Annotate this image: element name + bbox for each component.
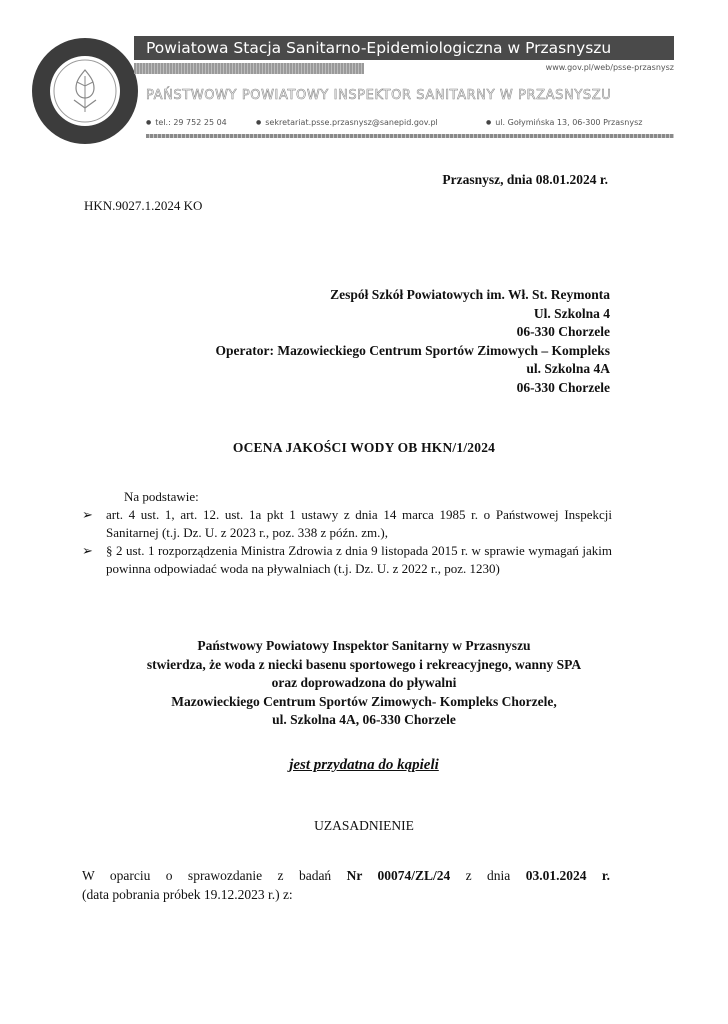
finding-line: oraz doprowadzona do pływalni [271, 675, 457, 690]
text-fragment: z dnia [450, 868, 526, 883]
document-title: OCENA JAKOŚCI WODY OB HKN/1/2024 [232, 440, 496, 455]
finding-line: ul. Szkolna 4A, 06-330 Chorzele [272, 712, 456, 727]
addressee-block [216, 286, 610, 397]
finding-block [0, 637, 728, 730]
justification-line-1 [82, 866, 610, 885]
basis-intro: Na podstawie: [124, 489, 199, 504]
text-fragment: W oparciu o sprawozdanie z badań [82, 868, 347, 883]
banner-subbar [134, 61, 674, 75]
contact-line [146, 116, 674, 130]
addressee-line: Ul. Szkolna 4 [533, 305, 610, 321]
banner-stripe [134, 63, 364, 74]
arrow-bullet-icon: ➢ [82, 543, 93, 558]
website-link[interactable]: www.gov.pl/web/psse-przasnysz [545, 63, 674, 72]
arrow-bullet-icon: ➢ [82, 507, 93, 522]
phone-number: ● tel.: 29 752 25 04 [146, 116, 227, 130]
addressee-line: Zespół Szkół Powiatowych im. Wł. St. Reymonta [330, 287, 610, 302]
addressee-line: Operator: Mazowieckiego Centrum Sportów Zimowych – Kompleks [215, 342, 610, 358]
addressee-line: ul. Szkolna 4A [526, 361, 610, 376]
postal-address: ● ul. Gołymińska 13, 06-300 Przasnysz [486, 116, 642, 130]
list-item [82, 542, 612, 578]
finding-line: stwierdza, że woda z niecki basenu sportowego i rekreacyjnego, wanny SPA [146, 656, 582, 672]
addressee-line: 06-330 Chorzele [516, 379, 610, 395]
basis-text: § 2 ust. 1 rozporządzenia Ministra Zdrowia z dnia 9 listopada 2015 r. w sprawie wymagań jakim powinna odpowiadać woda na pływalniach (t.j. Dz. U. z 2022 r., poz. 1230) [106, 543, 612, 576]
legal-basis-list [82, 506, 612, 578]
sanitary-inspection-seal-logo [30, 36, 140, 146]
report-date: 03.01.2024 r. [525, 868, 610, 883]
finding-line: Państwowy Powiatowy Inspektor Sanitarny w Przasnyszu [197, 638, 531, 653]
justification-heading: UZASADNIENIE [314, 818, 414, 833]
reference-number: HKN.9027.1.2024 KO [84, 198, 203, 213]
finding-line: Mazowieckiego Centrum Sportów Zimowych- Kompleks Chorzele, [171, 693, 557, 709]
letterhead-divider [146, 134, 674, 138]
justification-text [82, 866, 610, 904]
station-name-banner: Powiatowa Stacja Sanitarno-Epidemiologiczna w Przasnyszu [134, 36, 674, 60]
justification-line-2: (data pobrania próbek 19.12.2023 r.) z: [82, 887, 293, 902]
basis-text: art. 4 ust. 1, art. 12. ust. 1a pkt 1 ustawy z dnia 14 marca 1985 r. o Państwowej Inspekcji Sanitarnej (t.j. Dz. U. z 2023 r., poz. 338 z późn. zm.), [106, 507, 612, 540]
document-date: Przasnysz, dnia 08.01.2024 r. [442, 172, 608, 187]
report-number: Nr 00074/ZL/24 [346, 868, 451, 883]
addressee-line: 06-330 Chorzele [516, 324, 610, 339]
verdict: jest przydatna do kąpieli [289, 757, 439, 773]
list-item [82, 506, 612, 542]
inspector-heading: PAŃSTWOWY POWIATOWY INSPEKTOR SANITARNY W PRZASNYSZU [146, 88, 612, 103]
email-address[interactable]: ● sekretariat.psse.przasnysz@sanepid.gov.pl [256, 116, 438, 130]
